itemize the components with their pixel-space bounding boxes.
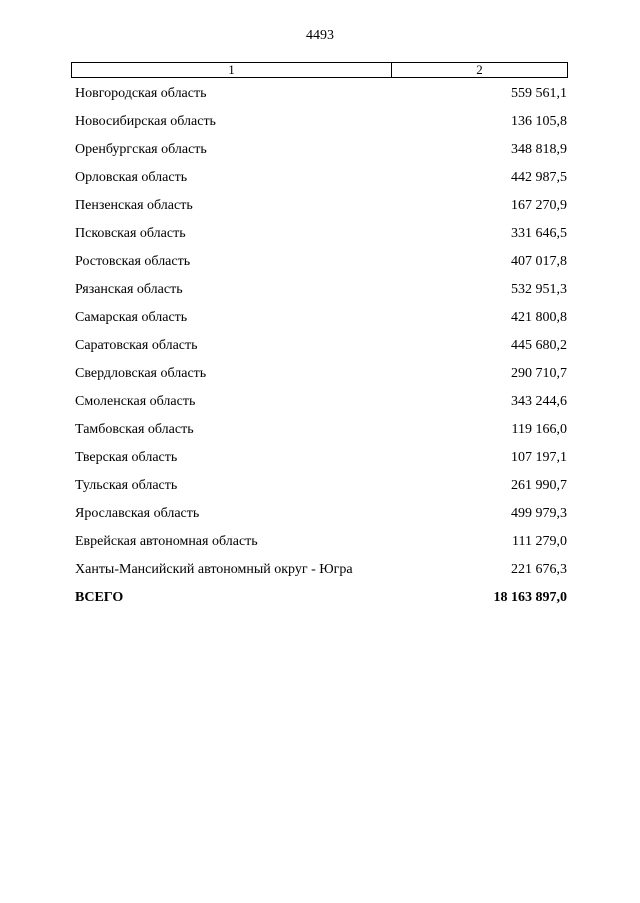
region-name: Орловская область bbox=[75, 170, 188, 185]
region-name: Смоленская область bbox=[75, 394, 196, 409]
table-row bbox=[75, 169, 567, 197]
region-value: 221 676,3 bbox=[511, 562, 567, 577]
region-value: 331 646,5 bbox=[511, 226, 567, 241]
region-value: 421 800,8 bbox=[511, 310, 567, 325]
table-row bbox=[75, 449, 567, 477]
total-row bbox=[75, 589, 567, 617]
column-header-1: 1 bbox=[72, 63, 392, 77]
table-column-header bbox=[71, 62, 568, 78]
region-value: 499 979,3 bbox=[511, 506, 567, 521]
region-name: Тульская область bbox=[75, 478, 178, 493]
table-row bbox=[75, 197, 567, 225]
table-row bbox=[75, 393, 567, 421]
column-header-2: 2 bbox=[476, 62, 483, 77]
region-name: Ростовская область bbox=[75, 254, 191, 269]
region-name: Новгородская область bbox=[75, 86, 207, 101]
table-row bbox=[75, 113, 567, 141]
region-name: Псковская область bbox=[75, 226, 186, 241]
region-value: 343 244,6 bbox=[511, 394, 567, 409]
region-value: 445 680,2 bbox=[511, 338, 567, 353]
total-label: ВСЕГО bbox=[75, 590, 124, 605]
table-row bbox=[75, 421, 567, 449]
region-value: 119 166,0 bbox=[511, 422, 567, 437]
region-value: 111 279,0 bbox=[512, 534, 567, 549]
region-value: 442 987,5 bbox=[511, 170, 567, 185]
region-name: Рязанская область bbox=[75, 282, 183, 297]
region-value: 136 105,8 bbox=[511, 114, 567, 129]
region-value: 559 561,1 bbox=[511, 86, 567, 101]
table-row bbox=[75, 253, 567, 281]
region-value: 167 270,9 bbox=[511, 198, 567, 213]
table-row bbox=[75, 141, 567, 169]
table-row bbox=[75, 533, 567, 561]
region-name: Самарская область bbox=[75, 310, 188, 325]
region-name: Саратовская область bbox=[75, 338, 198, 353]
region-name: Оренбургская область bbox=[75, 142, 207, 157]
table-row bbox=[75, 477, 567, 505]
table-row bbox=[75, 561, 567, 589]
table-row bbox=[75, 225, 567, 253]
region-value: 290 710,7 bbox=[511, 366, 567, 381]
region-value: 107 197,1 bbox=[511, 450, 567, 465]
region-name: Новосибирская область bbox=[75, 114, 216, 129]
region-value: 532 951,3 bbox=[511, 282, 567, 297]
table-row bbox=[75, 309, 567, 337]
region-name: Ханты-Мансийский автономный округ - Югра bbox=[75, 562, 353, 577]
table-row bbox=[75, 365, 567, 393]
table-row bbox=[75, 337, 567, 365]
table-body bbox=[75, 85, 567, 617]
region-name: Ярославская область bbox=[75, 506, 200, 521]
region-name: Еврейская автономная область bbox=[75, 534, 258, 549]
table-row bbox=[75, 281, 567, 309]
table-row bbox=[75, 505, 567, 533]
region-name: Свердловская область bbox=[75, 366, 207, 381]
table-row bbox=[75, 85, 567, 113]
region-value: 348 818,9 bbox=[511, 142, 567, 157]
region-name: Тверская область bbox=[75, 450, 178, 465]
page-number: 4493 bbox=[306, 28, 334, 43]
region-value: 261 990,7 bbox=[511, 478, 567, 493]
region-name: Тамбовская область bbox=[75, 422, 194, 437]
region-name: Пензенская область bbox=[75, 198, 193, 213]
region-value: 407 017,8 bbox=[511, 254, 567, 269]
total-value: 18 163 897,0 bbox=[493, 590, 567, 605]
